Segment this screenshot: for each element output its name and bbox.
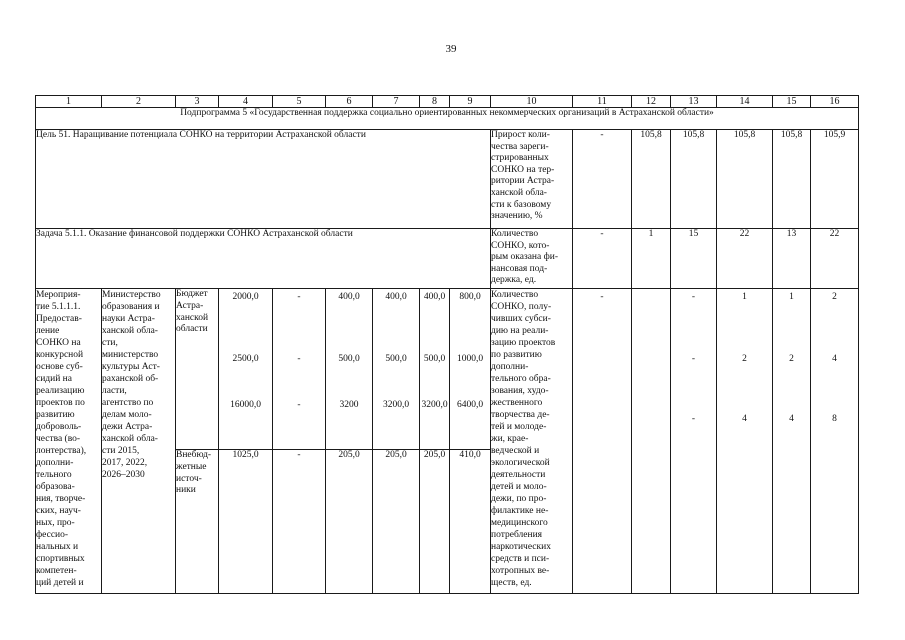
task-value-col-14: 22: [717, 229, 773, 289]
budget-value: 500,0: [338, 354, 360, 364]
budget-value: 400,0: [338, 292, 360, 302]
column-number: 3: [176, 96, 219, 108]
target-cell-col-15: [773, 289, 811, 594]
target-value: -: [600, 292, 604, 302]
target-value: 2: [789, 354, 794, 364]
page-number: 39: [445, 43, 457, 55]
target-value: 8: [832, 414, 837, 424]
target-cell-col-16: [811, 289, 859, 594]
budget-value: 6400,0: [456, 400, 484, 410]
goal-value-col-16: 105,9: [811, 130, 859, 229]
task-value-col-11: -: [573, 229, 632, 289]
subprogram-row: [36, 108, 859, 130]
goal-value-col-14: 105,8: [717, 130, 773, 229]
measure-executors: Министерство образования и науки Астра- ханской обла- сти, министерство культуры Аст- раханской об- ласти, агентство по делам моло- дежи Астра- ханской обла- сти 2015, 2017, 2022, 2026–2030: [102, 289, 176, 594]
target-value: -: [691, 414, 696, 424]
column-number: 4: [219, 96, 273, 108]
column-number: 10: [491, 96, 573, 108]
budget-value: 3200,0: [421, 400, 448, 410]
target-cell-col-14: [717, 289, 773, 594]
task-title: Задача 5.1.1. Оказание финансовой поддержки СОНКО Астраханской области: [36, 229, 491, 289]
budget-cell-col-4: [219, 289, 273, 450]
target-value: [632, 289, 670, 351]
budget-value: 3200,0: [382, 400, 410, 410]
budget-cell-col-9: [450, 289, 491, 450]
budget-value: 800,0: [459, 292, 481, 302]
budget-value: 500,0: [385, 354, 407, 364]
budget-cell-col-7: [373, 289, 420, 450]
target-value: [573, 351, 631, 397]
measure-name: Мероприя- тие 5.1.1.1. Предостав- ление СОНКО на конкурсной основе суб- сидий на реализацию проектов по развитию доброволь- чества (во- лонтерства), дополни- тельного образова- ния, творче- ских, науч- ных, про- фессио- нальных и спортивных компетен- ций детей и: [36, 289, 102, 594]
column-number: 1: [36, 96, 102, 108]
target-cell-col-11: [573, 289, 632, 594]
goal-value-col-13: 105,8: [671, 130, 717, 229]
program-table: [35, 95, 859, 594]
task-indicator: Количество СОНКО, кото- рым оказана фи- нансовая под- держка, ед.: [491, 229, 573, 289]
target-value: 1: [742, 292, 747, 302]
budget-cell-col-5: [273, 289, 326, 450]
column-number: 14: [717, 96, 773, 108]
task-value-col-15: 13: [773, 229, 811, 289]
goal-row: [36, 130, 859, 229]
column-number: 15: [773, 96, 811, 108]
task-value-col-13: 15: [671, 229, 717, 289]
target-value: 2: [742, 354, 747, 364]
target-value: -: [691, 292, 696, 302]
budget-value: 500,0: [423, 354, 446, 364]
column-number: 2: [102, 96, 176, 108]
target-cell-col-12: [632, 289, 671, 594]
task-value-col-16: 22: [811, 229, 859, 289]
task-row: [36, 229, 859, 289]
goal-indicator: Прирост коли- чества зареги- стрированных СОНКО на тер- ритории Астра- ханской обла- сти к базовому значению, %: [491, 130, 573, 229]
budget-cell-col-8: [420, 289, 450, 450]
extrabudget-value-col-7: 205,0: [373, 450, 420, 594]
column-number: 6: [326, 96, 373, 108]
extrabudget-value-col-9: 410,0: [450, 450, 491, 594]
extrabudget-value-col-8: 205,0: [420, 450, 450, 594]
goal-value-col-15: 105,8: [773, 130, 811, 229]
target-value: 4: [742, 414, 747, 424]
measure-indicator: Количество СОНКО, полу- чивших субси- дию на реали- зацию проектов по развитию дополни- тельного обра- зования, худо- жественного творчества де- тей и молоде- жи, крае- ведческой и экологической деятельности детей и моло- дежи, по про- филактике не- медицинского потребления наркотических средств и пси- хотропных ве- ществ, ед.: [491, 289, 573, 594]
column-number-row: [36, 96, 859, 108]
target-value: [573, 397, 631, 449]
goal-title: Цель 51. Наращивание потенциала СОНКО на территории Астраханской области: [36, 130, 491, 229]
budget-value: 400,0: [423, 292, 446, 302]
extrabudget-value-col-4: 1025,0: [219, 450, 273, 594]
budget-value: -: [297, 292, 301, 302]
subprogram-title: Подпрограмма 5 «Государственная поддержка социально ориентированных некоммерческих организаций в Астраханской области»: [36, 108, 859, 130]
column-number: 7: [373, 96, 420, 108]
column-number: 12: [632, 96, 671, 108]
goal-value-col-11: -: [573, 130, 632, 229]
column-number: 13: [671, 96, 717, 108]
target-cell-col-13: [671, 289, 717, 594]
column-number: 16: [811, 96, 859, 108]
target-value: 1: [789, 292, 794, 302]
budget-value: 1000,0: [456, 354, 484, 364]
column-number: 8: [420, 96, 450, 108]
target-value: 4: [832, 354, 837, 364]
budget-value: 16000,0: [230, 400, 261, 410]
funding-source-extrabudgetary: Внебюд- жетные источ- ники: [176, 450, 219, 594]
column-number: 5: [273, 96, 326, 108]
goal-value-col-12: 105,8: [632, 130, 671, 229]
extrabudget-value-col-5: -: [273, 450, 326, 594]
task-value-col-12: 1: [632, 229, 671, 289]
column-number: 11: [573, 96, 632, 108]
measure-row: [36, 289, 859, 450]
budget-value: -: [297, 354, 301, 364]
budget-value: 400,0: [385, 292, 407, 302]
budget-value: 2000,0: [232, 292, 259, 302]
budget-value: -: [297, 400, 301, 410]
extrabudget-value-col-6: 205,0: [326, 450, 373, 594]
target-value: [632, 351, 670, 397]
column-number: 9: [450, 96, 491, 108]
budget-cell-col-6: [326, 289, 373, 450]
funding-source-budget: Бюджет Астра- ханской области: [176, 289, 219, 450]
budget-value: 2500,0: [232, 354, 259, 364]
target-value: 4: [789, 414, 794, 424]
budget-value: 3200: [339, 400, 359, 410]
target-value: [632, 397, 670, 449]
target-value: -: [691, 354, 696, 364]
target-value: 2: [832, 292, 837, 302]
